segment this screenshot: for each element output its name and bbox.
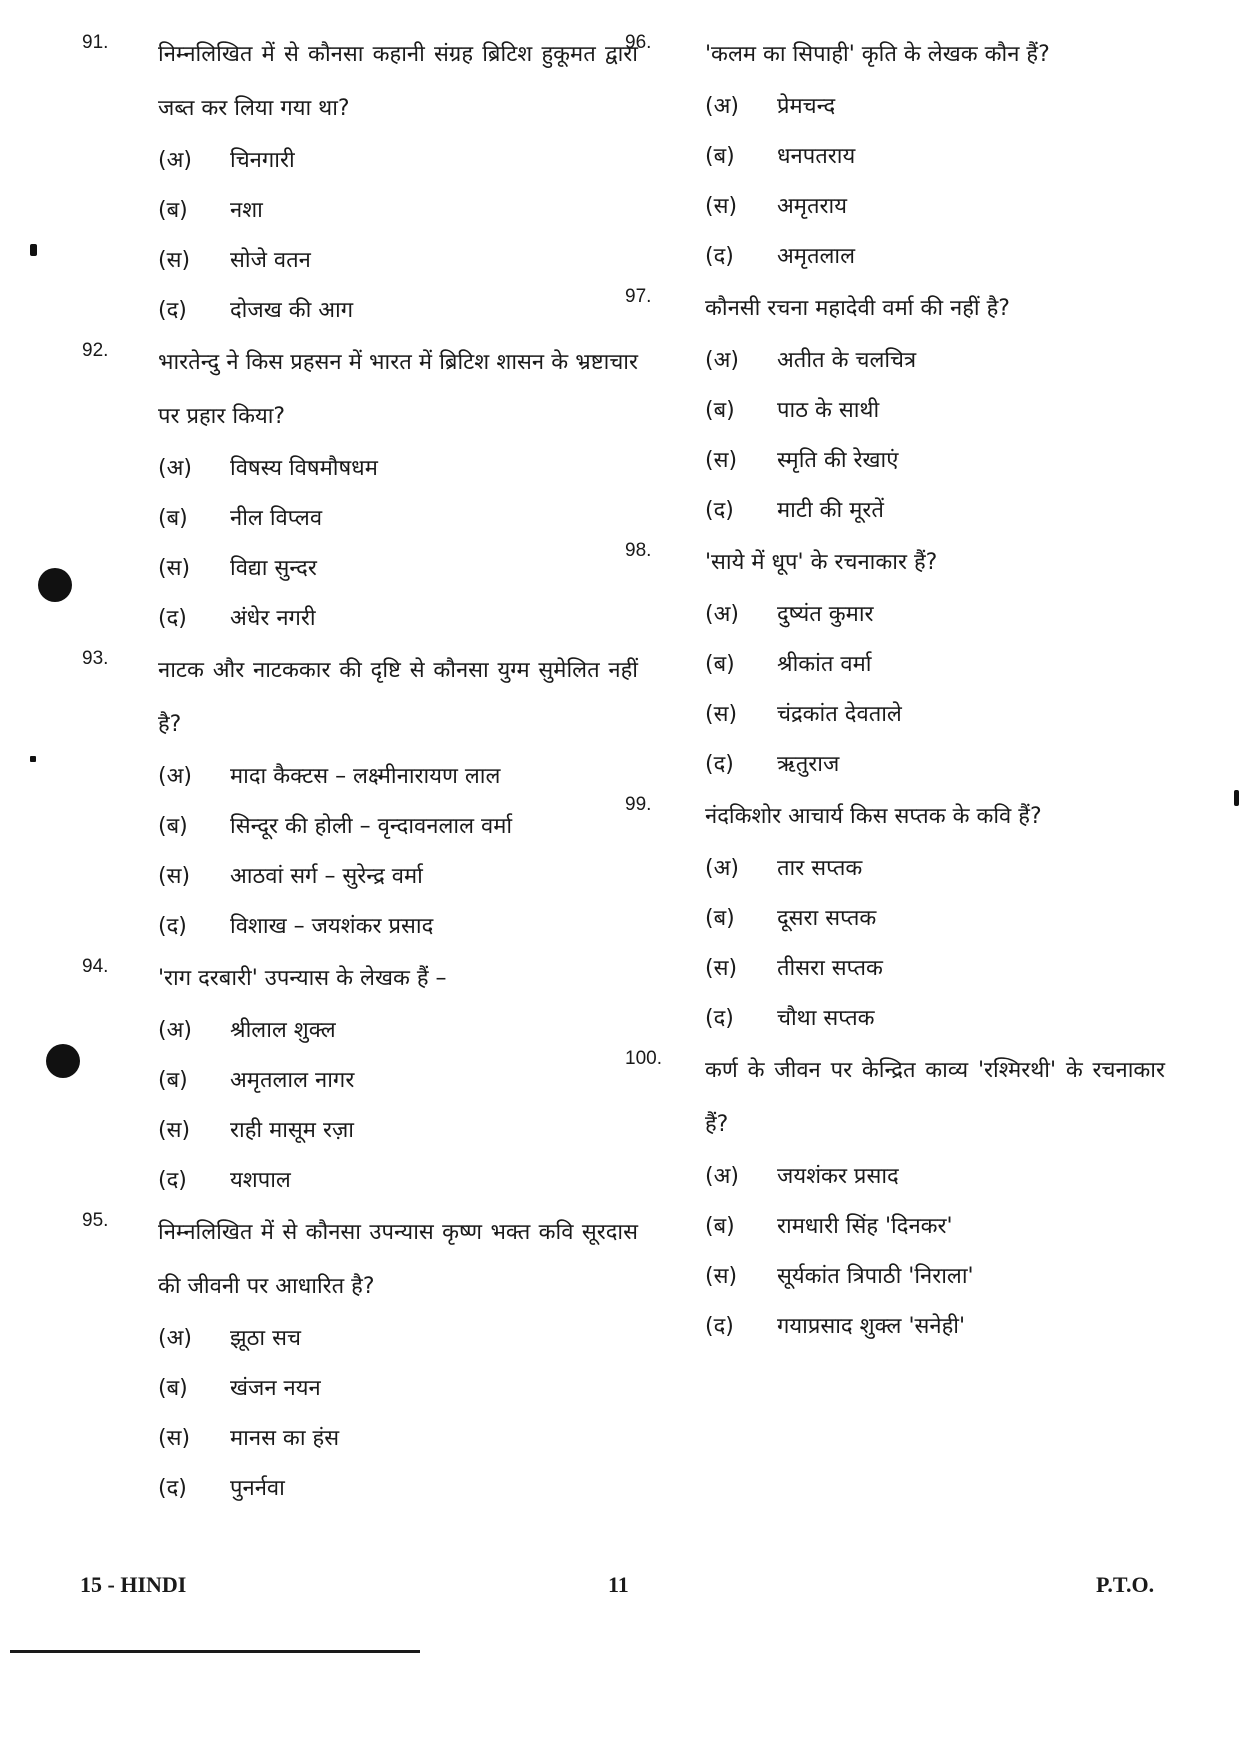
option-label: (द) xyxy=(705,752,734,777)
question-text: नाटक और नाटककार की दृष्टि से कौनसा युग्म सुमेलित नहीं है? xyxy=(158,658,638,737)
option xyxy=(78,444,638,494)
option-label: (अ) xyxy=(705,348,739,373)
option xyxy=(78,186,638,236)
question-97 xyxy=(625,282,1165,536)
question-number: 96. xyxy=(625,32,652,53)
option-text: धनपतराय xyxy=(777,144,856,169)
question-text: नंदकिशोर आचार्य किस सप्तक के कवि हैं? xyxy=(705,804,1042,829)
option-label: (स) xyxy=(705,956,738,981)
bottom-rule xyxy=(10,1650,420,1653)
question-93 xyxy=(78,644,638,952)
option-label: (अ) xyxy=(158,148,192,173)
option-text: मादा कैक्टस – लक्ष्मीनारायण लाल xyxy=(230,764,501,789)
option xyxy=(625,590,1165,640)
option-text: अमृतलाल नागर xyxy=(230,1068,355,1093)
option-label: (अ) xyxy=(705,856,739,881)
option-label: (अ) xyxy=(158,456,192,481)
option-label: (द) xyxy=(158,606,187,631)
option-text: अमृतराय xyxy=(777,194,847,219)
option xyxy=(625,486,1165,536)
option-label: (ब) xyxy=(705,398,735,423)
question-92 xyxy=(78,336,638,644)
option-text: सोजे वतन xyxy=(230,248,311,273)
option-label: (ब) xyxy=(705,652,735,677)
option-label: (द) xyxy=(705,244,734,269)
option xyxy=(625,994,1165,1044)
option-text: झूठा सच xyxy=(230,1326,301,1351)
option-label: (ब) xyxy=(705,906,735,931)
option-text: सिन्दूर की होली – वृन्दावनलाल वर्मा xyxy=(230,814,513,839)
option-label: (स) xyxy=(705,448,738,473)
option-text: राही मासूम रज़ा xyxy=(230,1118,354,1143)
option-label: (द) xyxy=(705,1314,734,1339)
option-label: (स) xyxy=(158,1426,191,1451)
option xyxy=(78,902,638,952)
option xyxy=(78,286,638,336)
question-number: 93. xyxy=(82,648,109,669)
option-label: (अ) xyxy=(705,1164,739,1189)
option-text: पाठ के साथी xyxy=(777,398,880,423)
question-text: 'कलम का सिपाही' कृति के लेखक कौन हैं? xyxy=(705,42,1050,67)
question-text: निम्नलिखित में से कौनसा कहानी संग्रह ब्रिटिश हुकूमत द्वारा जब्त कर लिया गया था? xyxy=(158,42,638,121)
option xyxy=(625,82,1165,132)
option xyxy=(78,1314,638,1364)
option-text: यशपाल xyxy=(230,1168,291,1193)
option-label: (ब) xyxy=(158,506,188,531)
option-text: सूर्यकांत त्रिपाठी 'निराला' xyxy=(777,1264,974,1289)
option-label: (द) xyxy=(158,914,187,939)
option xyxy=(625,690,1165,740)
option-text: रामधारी सिंह 'दिनकर' xyxy=(777,1214,953,1239)
option-text: चंद्रकांत देवताले xyxy=(777,702,902,727)
question-number: 94. xyxy=(82,956,109,977)
question-number: 92. xyxy=(82,340,109,361)
option xyxy=(78,236,638,286)
option xyxy=(78,1106,638,1156)
option-label: (ब) xyxy=(158,198,188,223)
scan-speck-mark xyxy=(30,756,36,762)
question-100 xyxy=(625,1044,1165,1352)
question-98 xyxy=(625,536,1165,790)
option-text: तीसरा सप्तक xyxy=(777,956,883,981)
option-label: (स) xyxy=(158,556,191,581)
footer-paper-code: 15 - HINDI xyxy=(80,1572,187,1597)
option-label: (स) xyxy=(705,1264,738,1289)
question-number: 100. xyxy=(625,1048,662,1069)
option xyxy=(78,1156,638,1206)
option-text: पुनर्नवा xyxy=(230,1476,285,1501)
option xyxy=(78,1006,638,1056)
option-text: तार सप्तक xyxy=(777,856,863,881)
option-text: दोजख की आग xyxy=(230,298,354,323)
option xyxy=(625,1302,1165,1352)
question-number: 97. xyxy=(625,286,652,307)
option xyxy=(78,752,638,802)
option xyxy=(78,494,638,544)
option-text: चिनगारी xyxy=(230,148,295,173)
question-94 xyxy=(78,952,638,1206)
option-label: (द) xyxy=(158,298,187,323)
option-text: प्रेमचन्द xyxy=(777,94,836,119)
option-label: (द) xyxy=(705,498,734,523)
option xyxy=(78,802,638,852)
question-text: कर्ण के जीवन पर केन्द्रित काव्य 'रश्मिरथी' के रचनाकार हैं? xyxy=(705,1058,1165,1137)
option-label: (अ) xyxy=(705,602,739,627)
option-label: (अ) xyxy=(705,94,739,119)
option-text: श्रीलाल शुक्ल xyxy=(230,1018,336,1043)
option xyxy=(625,844,1165,894)
option-label: (अ) xyxy=(158,1326,192,1351)
option-text: स्मृति की रेखाएं xyxy=(777,448,899,473)
option xyxy=(625,182,1165,232)
option xyxy=(625,232,1165,282)
option-text: नशा xyxy=(230,198,263,223)
option xyxy=(625,1252,1165,1302)
option-text: विशाख – जयशंकर प्रसाद xyxy=(230,914,434,939)
option xyxy=(625,1202,1165,1252)
option-label: (ब) xyxy=(158,1068,188,1093)
question-number: 91. xyxy=(82,32,109,53)
option-text: माटी की मूरतें xyxy=(777,498,884,523)
question-number: 99. xyxy=(625,794,652,815)
option xyxy=(625,132,1165,182)
option-label: (अ) xyxy=(158,764,192,789)
question-text: 'साये में धूप' के रचनाकार हैं? xyxy=(705,550,938,575)
option-text: दुष्यंत कुमार xyxy=(777,602,874,627)
option xyxy=(78,544,638,594)
question-text: कौनसी रचना महादेवी वर्मा की नहीं है? xyxy=(705,296,1010,321)
right-column xyxy=(625,28,1165,1352)
footer-page-number: 11 xyxy=(608,1572,629,1597)
question-text: निम्नलिखित में से कौनसा उपन्यास कृष्ण भक्त कवि सूरदास की जीवनी पर आधारित है? xyxy=(158,1220,638,1299)
option xyxy=(625,894,1165,944)
question-99 xyxy=(625,790,1165,1044)
scan-speck-mark xyxy=(1234,790,1239,806)
scan-speck-mark xyxy=(30,244,37,256)
question-text: 'राग दरबारी' उपन्यास के लेखक हैं – xyxy=(158,966,447,991)
option xyxy=(625,386,1165,436)
option xyxy=(625,944,1165,994)
option-text: विद्या सुन्दर xyxy=(230,556,317,581)
question-95 xyxy=(78,1206,638,1514)
option-label: (द) xyxy=(705,1006,734,1031)
question-number: 95. xyxy=(82,1210,109,1231)
question-91 xyxy=(78,28,638,336)
option xyxy=(625,436,1165,486)
option xyxy=(78,136,638,186)
option-text: अतीत के चलचित्र xyxy=(777,348,917,373)
option-text: आठवां सर्ग – सुरेन्द्र वर्मा xyxy=(230,864,423,889)
punch-hole-mark xyxy=(38,568,72,602)
option xyxy=(625,1152,1165,1202)
option xyxy=(78,1364,638,1414)
option xyxy=(78,594,638,644)
option-label: (स) xyxy=(705,702,738,727)
option-text: श्रीकांत वर्मा xyxy=(777,652,872,677)
option xyxy=(625,640,1165,690)
option xyxy=(625,740,1165,790)
option-label: (ब) xyxy=(158,1376,188,1401)
option-label: (स) xyxy=(158,248,191,273)
option-label: (ब) xyxy=(705,144,735,169)
option-label: (द) xyxy=(158,1476,187,1501)
option xyxy=(78,852,638,902)
option-text: खंजन नयन xyxy=(230,1376,321,1401)
option xyxy=(625,336,1165,386)
question-text: भारतेन्दु ने किस प्रहसन में भारत में ब्रिटिश शासन के भ्रष्टाचार पर प्रहार किया? xyxy=(158,350,638,429)
option-label: (ब) xyxy=(705,1214,735,1239)
option xyxy=(78,1056,638,1106)
option-text: अमृतलाल xyxy=(777,244,856,269)
question-96 xyxy=(625,28,1165,282)
option-text: चौथा सप्तक xyxy=(777,1006,875,1031)
option-text: दूसरा सप्तक xyxy=(777,906,877,931)
option-label: (अ) xyxy=(158,1018,192,1043)
option-label: (ब) xyxy=(158,814,188,839)
option-label: (स) xyxy=(705,194,738,219)
option xyxy=(78,1464,638,1514)
option-text: ऋतुराज xyxy=(777,752,840,777)
question-number: 98. xyxy=(625,540,652,561)
option-text: विषस्य विषमौषधम xyxy=(230,456,378,481)
punch-hole-mark xyxy=(46,1044,80,1078)
option-label: (स) xyxy=(158,864,191,889)
option-text: गयाप्रसाद शुक्ल 'सनेही' xyxy=(777,1314,966,1339)
footer-pto: P.T.O. xyxy=(1096,1572,1155,1597)
left-column xyxy=(78,28,638,1514)
option-label: (द) xyxy=(158,1168,187,1193)
option-text: नील विप्लव xyxy=(230,506,323,531)
option xyxy=(78,1414,638,1464)
option-text: जयशंकर प्रसाद xyxy=(777,1164,899,1189)
option-text: मानस का हंस xyxy=(230,1426,340,1451)
option-label: (स) xyxy=(158,1118,191,1143)
option-text: अंधेर नगरी xyxy=(230,606,316,631)
